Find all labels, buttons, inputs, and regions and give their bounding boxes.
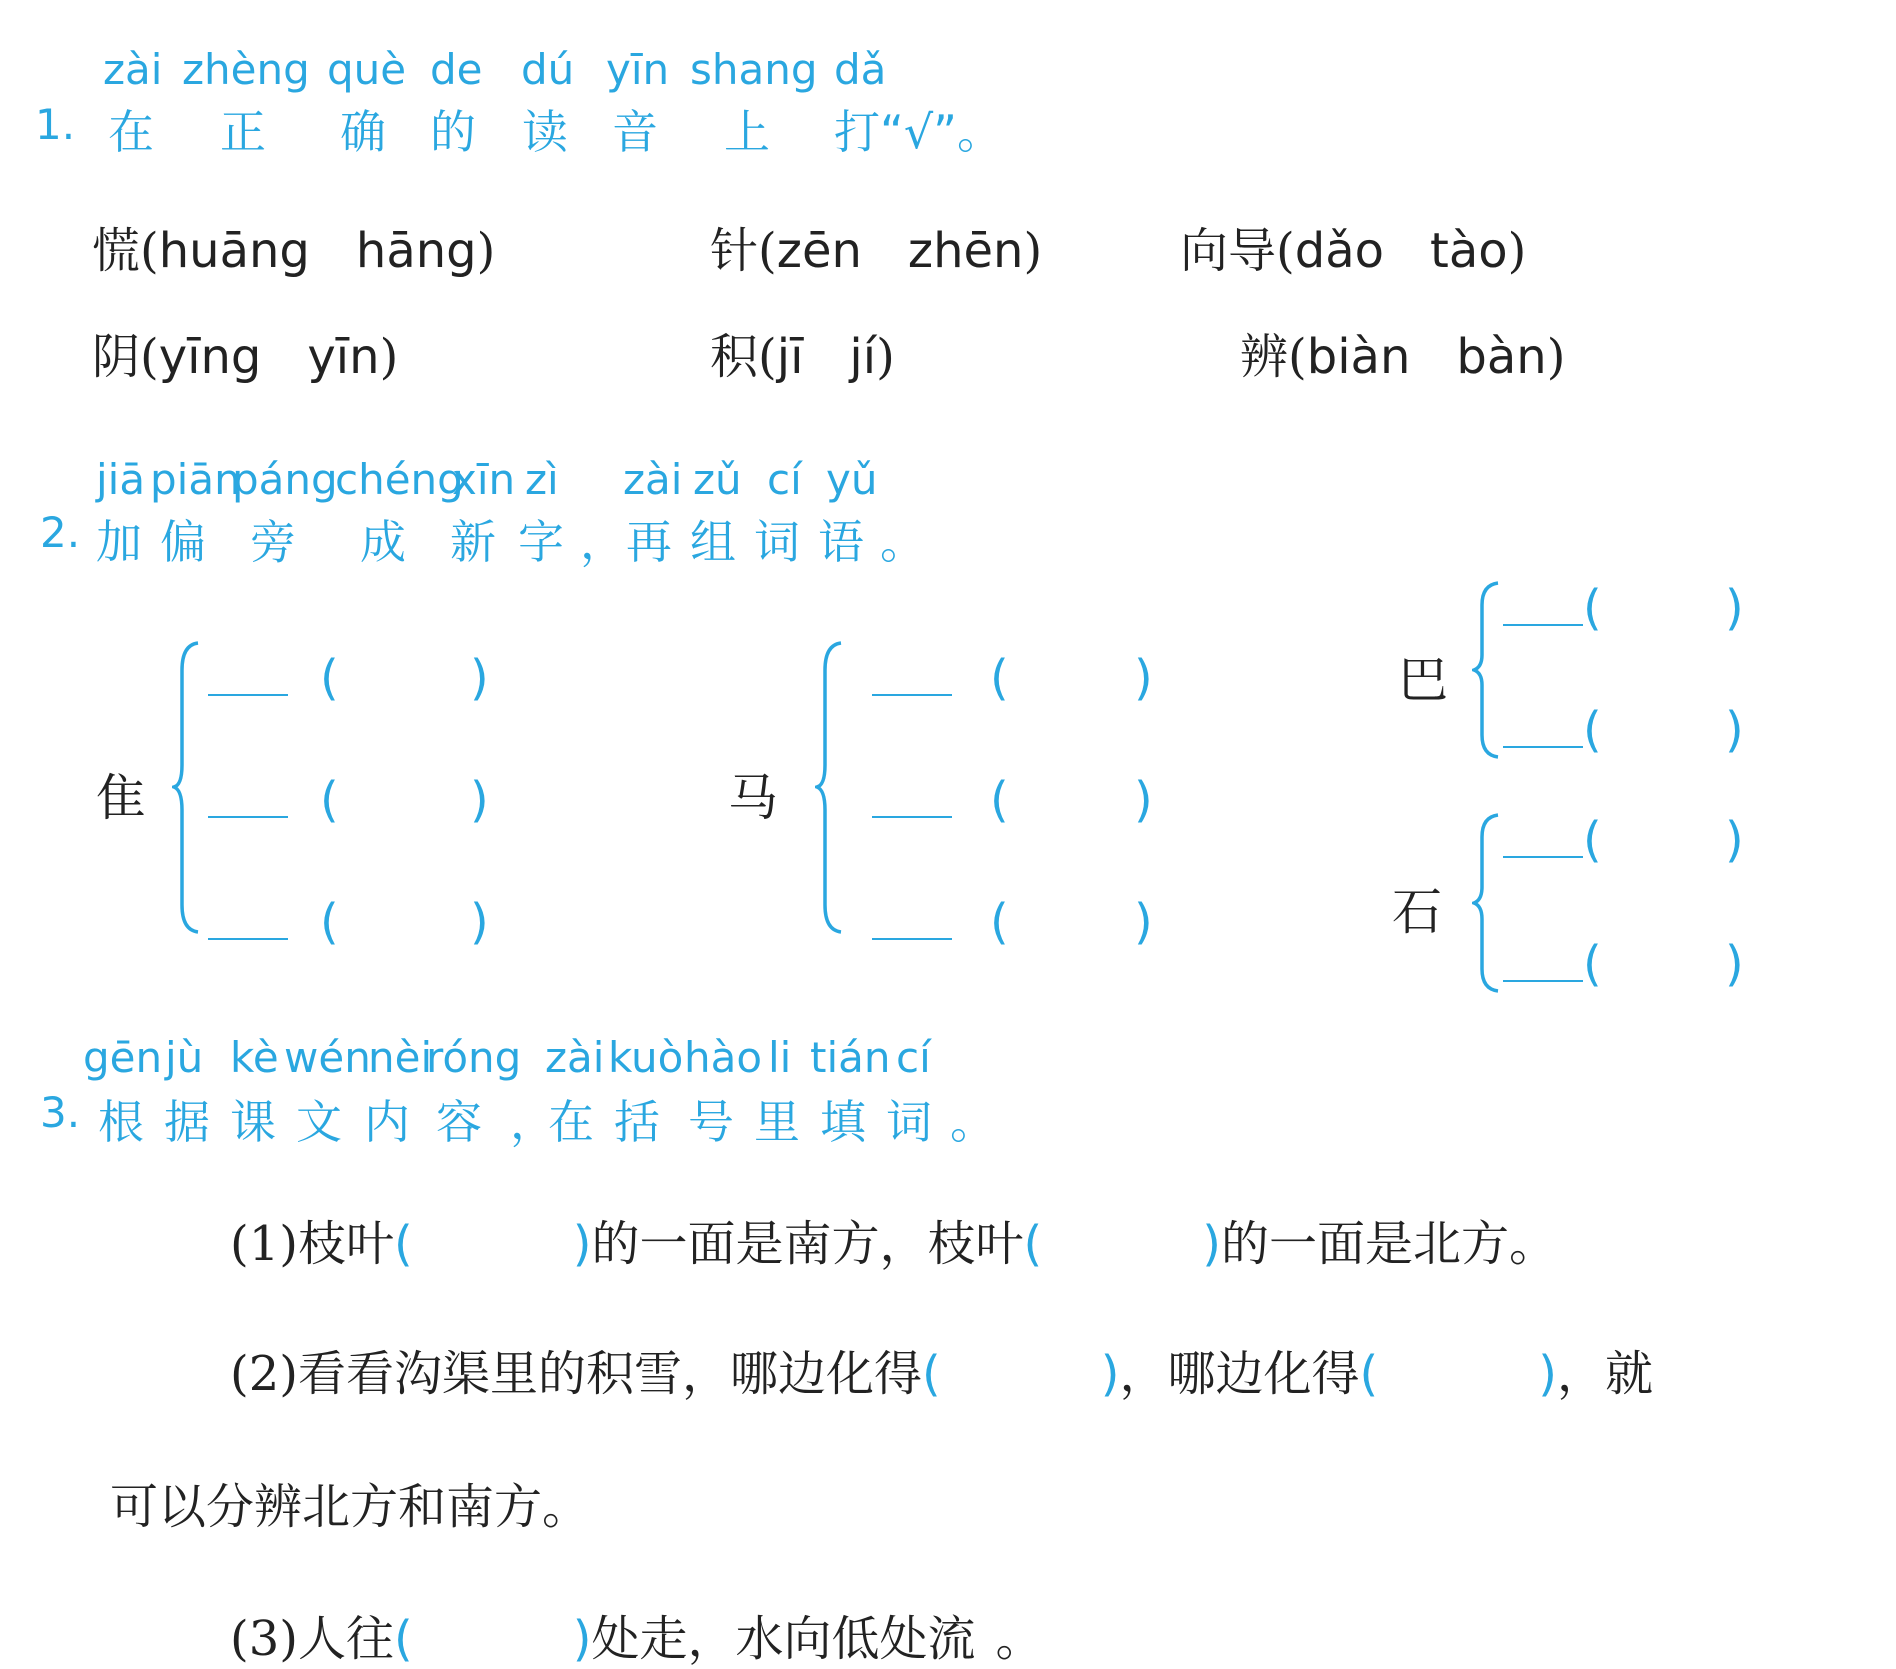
q3-pinyin-10: li: [768, 1033, 792, 1082]
answer-slot[interactable]: ( ): [1503, 934, 1753, 994]
q3-pinyin-5: nèi: [368, 1033, 433, 1082]
answer-slot[interactable]: ( ): [872, 892, 1162, 952]
q2-pinyin-3: páng: [232, 455, 338, 504]
q3-pinyin-3: kè: [230, 1033, 279, 1082]
pinyin-option[interactable]: jī: [776, 329, 804, 385]
q2-pinyin-6: zì: [525, 455, 559, 504]
q3-char-13: 词: [886, 1095, 932, 1149]
q1-item[interactable]: 辨(biàn bàn): [1240, 329, 1566, 385]
q3-pinyin-11: tián: [810, 1033, 891, 1082]
answer-slot[interactable]: ( ): [208, 648, 498, 708]
blank-line[interactable]: [872, 694, 952, 696]
q2-char-12: 。: [880, 515, 926, 569]
q1-char-5: 读: [522, 105, 568, 159]
blank-line[interactable]: [1503, 980, 1583, 982]
pinyin-option[interactable]: bàn: [1456, 329, 1547, 385]
q2-pinyin-10: yǔ: [826, 455, 878, 504]
q2-pinyin-9: cí: [767, 455, 802, 504]
q3-pinyin-7: zài: [545, 1033, 605, 1082]
q2-char-3: 旁: [250, 515, 296, 569]
q2-char-7: ，: [580, 515, 626, 569]
q3-char-2: 据: [164, 1095, 210, 1149]
answer-slot[interactable]: ( ): [208, 770, 498, 830]
q1-char-6: 音: [612, 105, 658, 159]
q1-char-8: 打“√”。: [834, 105, 1003, 159]
radical-char: 马: [728, 769, 778, 827]
q3-char-8: 在: [548, 1095, 594, 1149]
pinyin-option[interactable]: hāng: [355, 223, 477, 279]
q3-sentence-3: (3)人往( )处走，水向低处流 。: [230, 1611, 1044, 1667]
q3-sentence-2: (2)看看沟渠里的积雪，哪边化得( )，哪边化得( )，就: [230, 1346, 1653, 1402]
q3-char-3: 课: [230, 1095, 276, 1149]
q3-sentence-1: (1)枝叶( )的一面是南方，枝叶( )的一面是北方。: [230, 1216, 1557, 1272]
pinyin-option[interactable]: jí: [849, 329, 877, 385]
blank-line[interactable]: [872, 938, 952, 940]
q3-pinyin-4: wén: [284, 1033, 371, 1082]
pinyin-option[interactable]: yīng: [158, 329, 262, 385]
q3-pinyin-8: kuò: [608, 1033, 684, 1082]
q3-pinyin-2: jù: [165, 1033, 204, 1082]
q2-pinyin-4: chéng: [335, 455, 464, 504]
radical-char: 巴: [1398, 651, 1448, 709]
pinyin-option[interactable]: yīn: [307, 329, 380, 385]
curly-brace-icon: [1472, 580, 1502, 760]
q3-char-4: 文: [296, 1095, 342, 1149]
curly-brace-icon: [815, 640, 845, 935]
blank-line[interactable]: [872, 816, 952, 818]
q3-char-7: ，: [510, 1095, 556, 1149]
q2-pinyin-2: piān: [150, 455, 241, 504]
pinyin-option[interactable]: biàn: [1306, 329, 1411, 385]
pinyin-option[interactable]: zēn: [776, 223, 862, 279]
q1-pinyin-1: zài: [103, 45, 163, 94]
q2-char-6: 字: [518, 515, 564, 569]
q2-char-4: 成: [360, 515, 406, 569]
q1-char-1: 在: [108, 105, 154, 159]
q2-pinyin-7: zài: [623, 455, 683, 504]
q3-sentence-2-continued: 可以分辨北方和南方。: [110, 1479, 591, 1535]
q1-char-7: 上: [724, 105, 770, 159]
q2-pinyin-1: jiā: [96, 455, 146, 504]
q2-pinyin-8: zǔ: [693, 455, 742, 504]
q2-char-1: 加: [96, 515, 142, 569]
q1-pinyin-2: zhèng: [182, 45, 310, 94]
answer-slot[interactable]: ( ): [208, 892, 498, 952]
answer-slot[interactable]: ( ): [872, 770, 1162, 830]
q1-char-2: 正: [220, 105, 266, 159]
q1-pinyin-7: shang: [690, 45, 818, 94]
radical-char: 石: [1392, 883, 1442, 941]
q3-char-6: 容: [436, 1095, 482, 1149]
q3-char-12: 填: [820, 1095, 866, 1149]
curly-brace-icon: [1472, 812, 1502, 994]
pinyin-option[interactable]: dǎo: [1294, 223, 1384, 279]
answer-slot[interactable]: ( ): [872, 648, 1162, 708]
blank-line[interactable]: [208, 694, 288, 696]
q1-number: 1.: [35, 100, 76, 149]
pinyin-option[interactable]: tào: [1430, 223, 1508, 279]
q2-char-5: 新: [450, 515, 496, 569]
q1-pinyin-5: dú: [521, 45, 575, 94]
q1-item[interactable]: 阴(yīng yīn): [92, 329, 399, 385]
blank-line[interactable]: [208, 938, 288, 940]
q2-number: 2.: [40, 508, 81, 557]
q3-pinyin-9: hào: [684, 1033, 763, 1082]
blank-line[interactable]: [1503, 856, 1583, 858]
q1-pinyin-8: dǎ: [834, 45, 887, 94]
q1-item[interactable]: 向导(dǎo tào): [1180, 223, 1527, 279]
q1-char-4: 的: [430, 105, 476, 159]
q3-char-5: 内: [364, 1095, 410, 1149]
blank-line[interactable]: [1503, 624, 1583, 626]
answer-slot[interactable]: ( ): [1503, 578, 1753, 638]
pinyin-option[interactable]: zhēn: [907, 223, 1024, 279]
q2-char-9: 组: [690, 515, 736, 569]
q2-char-8: 再: [626, 515, 672, 569]
q3-char-11: 里: [754, 1095, 800, 1149]
blank-line[interactable]: [208, 816, 288, 818]
q3-char-10: 号: [688, 1095, 734, 1149]
answer-slot[interactable]: ( ): [1503, 700, 1753, 760]
q1-item[interactable]: 积(jī jí): [710, 329, 895, 385]
curly-brace-icon: [172, 640, 202, 935]
q2-char-2: 偏: [160, 515, 206, 569]
q1-item[interactable]: 慌(huāng hāng): [92, 223, 496, 279]
q1-char-3: 确: [340, 105, 386, 159]
q3-number: 3.: [40, 1088, 81, 1137]
q1-item[interactable]: 针(zēn zhēn): [710, 223, 1043, 279]
q2-char-11: 语: [818, 515, 864, 569]
q3-char-9: 括: [614, 1095, 660, 1149]
answer-slot[interactable]: ( ): [1503, 810, 1753, 870]
radical-char: 隹: [96, 769, 146, 827]
q1-pinyin-6: yīn: [606, 45, 670, 94]
blank-line[interactable]: [1503, 746, 1583, 748]
q3-pinyin-12: cí: [896, 1033, 931, 1082]
q2-char-10: 词: [754, 515, 800, 569]
q1-pinyin-4: de: [430, 45, 483, 94]
q3-pinyin-6: róng: [426, 1033, 522, 1082]
q3-char-1: 根: [98, 1095, 144, 1149]
q3-pinyin-1: gēn: [83, 1033, 163, 1082]
q1-pinyin-3: què: [327, 45, 407, 94]
q2-pinyin-5: xīn: [452, 455, 516, 504]
q3-char-14: 。: [950, 1095, 996, 1149]
pinyin-option[interactable]: huāng: [158, 223, 310, 279]
